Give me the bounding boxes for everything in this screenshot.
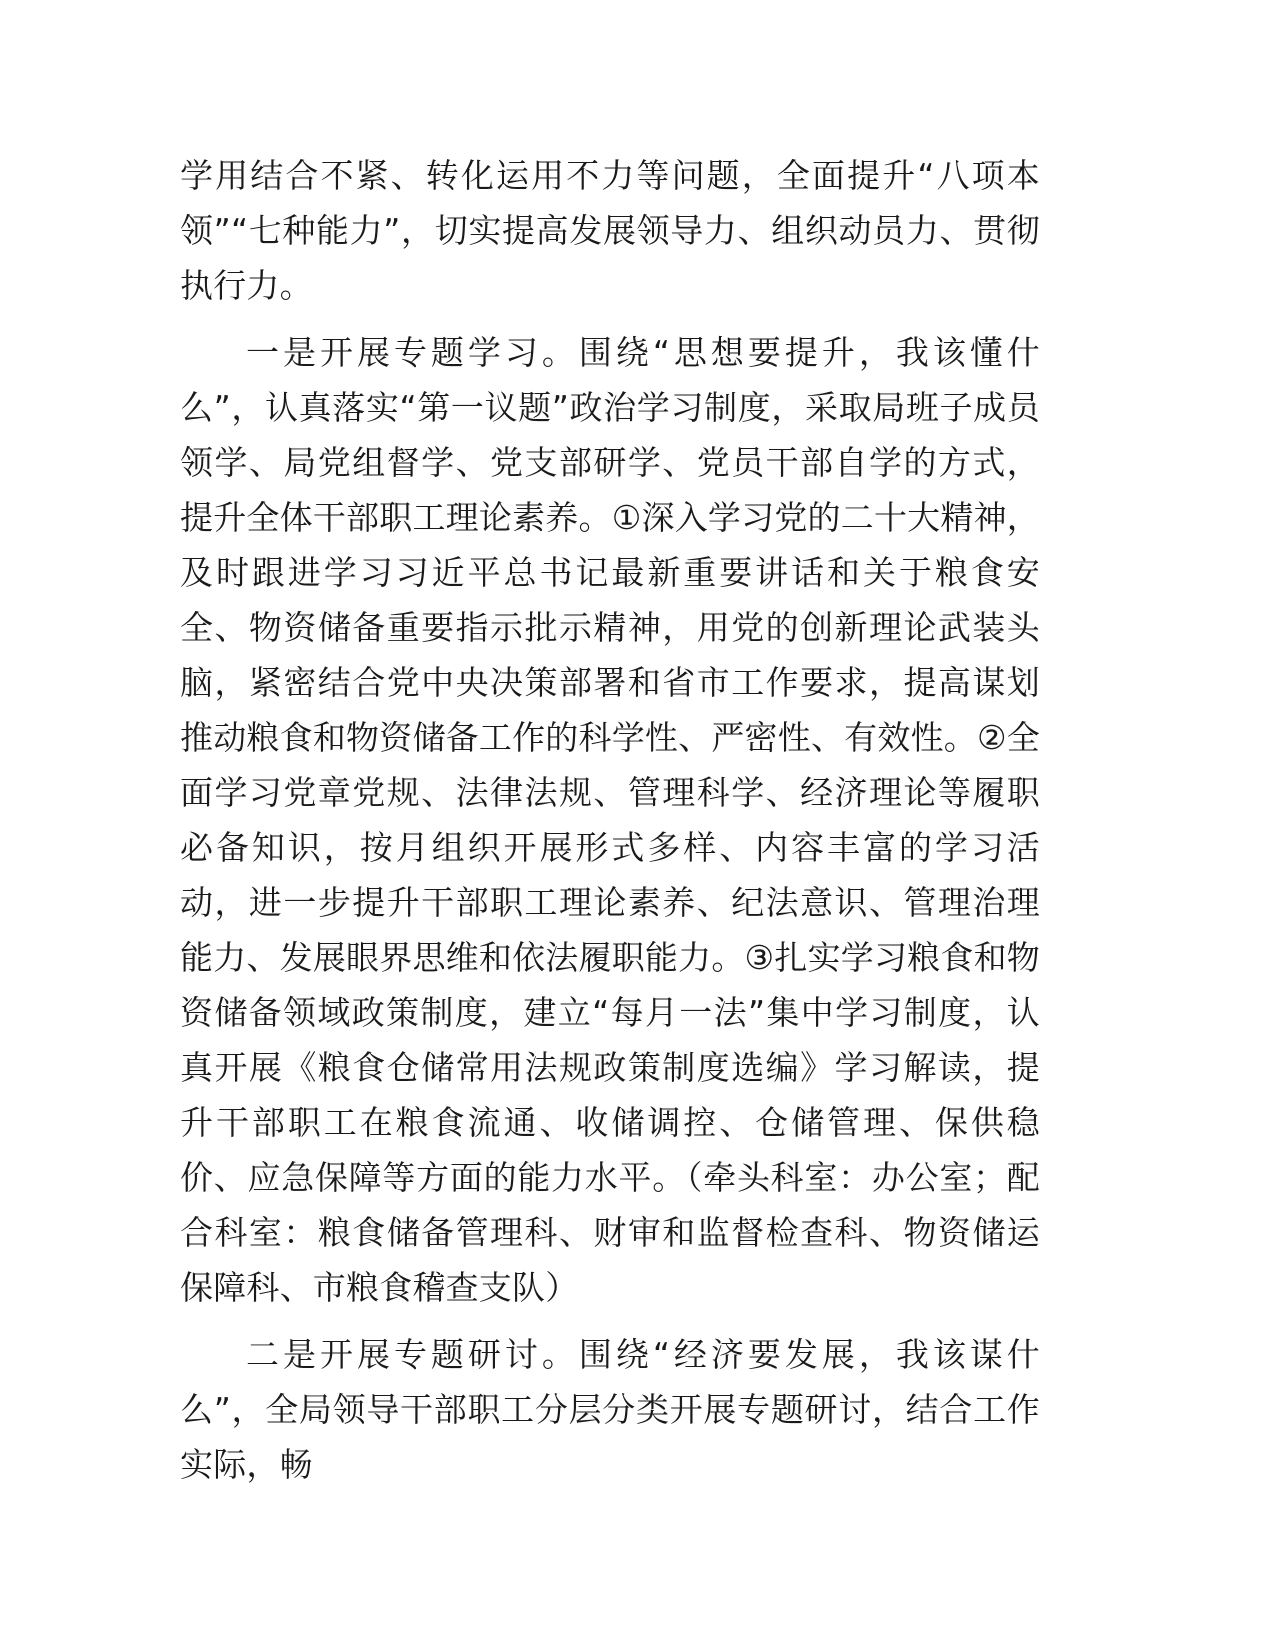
paragraph-topic-discussion: 二是开展专题研讨。围绕“经济要发展，我该谋什么”，全局领导干部职工分层分类开展专题研讨，结合工作实际，畅 (180, 1335, 1040, 1484)
document-body (180, 148, 1040, 1492)
paragraph-continuation: 学用结合不紧、转化运用不力等问题，全面提升“八项本领”“七种能力”，切实提高发展领导力、组织动员力、贯彻执行力。 (180, 156, 1040, 305)
paragraph-topic-study: 一是开展专题学习。围绕“思想要提升，我该懂什么”，认真落实“第一议题”政治学习制度，采取局班子成员领学、局党组督学、党支部研学、党员干部自学的方式，提升全体干部职工理论素养。①深入学习党的二十大精神，及时跟进学习习近平总书记最新重要讲话和关于粮食安全、物资储备重要指示批示精神，用党的创新理论武装头脑，紧密结合党中央决策部署和省市工作要求，提高谋划推动粮食和物资储备工作的科学性、严密性、有效性。②全面学习党章党规、法律法规、管理科学、经济理论等履职必备知识，按月组织开展形式多样、内容丰富的学习活动，进一步提升干部职工理论素养、纪法意识、管理治理能力、发展眼界思维和依法履职能力。③扎实学习粮食和物资储备领域政策制度，建立“每月一法”集中学习制度，认真开展《粮食仓储常用法规政策制度选编》学习解读，提升干部职工在粮食流通、收储调控、仓储管理、保供稳价、应急保障等方面的能力水平。（牵头科室：办公室；配合科室：粮食储备管理科、财审和监督检查科、物资储运保障科、市粮食稽查支队） (180, 333, 1040, 1307)
